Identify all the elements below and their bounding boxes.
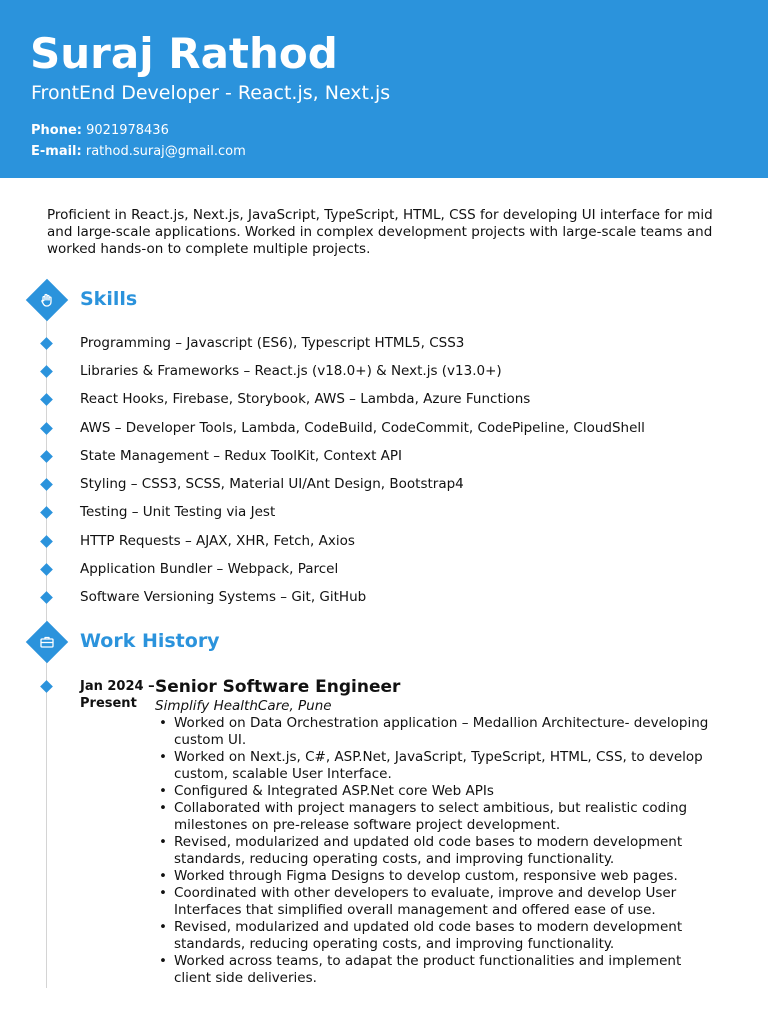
skill-item: Software Versioning Systems – Git, GitHub [80, 589, 367, 605]
responsibility-item: • Revised, modularized and updated old code bases to modern development standards, reducing operating costs, and improving functionality. [174, 919, 714, 953]
skill-bullet [40, 393, 53, 406]
work-history-heading: Work History [80, 630, 220, 652]
skill-bullet [40, 365, 53, 378]
skills-heading: Skills [80, 288, 138, 310]
skill-bullet [40, 337, 53, 350]
responsibility-item: • Coordinated with other developers to evaluate, improve and develop User Interfaces that simplified overall management and offered ease of use. [174, 885, 714, 919]
skill-item: React Hooks, Firebase, Storybook, AWS – Lambda, Azure Functions [80, 391, 531, 407]
skill-item: Libraries & Frameworks – React.js (v18.0+) & Next.js (v13.0+) [80, 363, 502, 379]
briefcase-icon [32, 627, 62, 657]
responsibility-item: • Worked on Data Orchestration application – Medallion Architecture- developing custom UI. [174, 715, 714, 749]
skill-bullet [40, 535, 53, 548]
skill-bullet [40, 563, 53, 576]
job-bullet [40, 680, 53, 693]
company-name: Simplify HealthCare, Pune [155, 698, 332, 714]
phone-value: 9021978436 [86, 123, 169, 138]
skill-bullet [40, 591, 53, 604]
work-section-marker [26, 621, 68, 663]
skill-item: HTTP Requests – AJAX, XHR, Fetch, Axios [80, 533, 355, 549]
responsibility-item: • Collaborated with project managers to select ambitious, but realistic coding milestones on pre-release software project development. [174, 800, 714, 834]
skills-section-marker [26, 279, 68, 321]
skill-item: Application Bundler – Webpack, Parcel [80, 561, 339, 577]
responsibility-item: • Worked through Figma Designs to develop custom, responsive web pages. [174, 868, 714, 885]
skill-item: State Management – Redux ToolKit, Context API [80, 448, 403, 464]
job-title: Senior Software Engineer [155, 677, 401, 697]
skill-item: Programming – Javascript (ES6), Typescript HTML5, CSS3 [80, 335, 465, 351]
skill-item: Styling – CSS3, SCSS, Material UI/Ant Design, Bootstrap4 [80, 476, 464, 492]
job-date: Jan 2024 – Present [80, 679, 155, 711]
skill-item: Testing – Unit Testing via Jest [80, 504, 276, 520]
responsibility-item: • Configured & Integrated ASP.Net core Web APIs [174, 783, 714, 800]
responsibility-item: • Worked on Next.js, C#, ASP.Net, JavaScript, TypeScript, HTML, CSS, to develop custom, scalable User Interface. [174, 749, 714, 783]
email-line [31, 143, 246, 161]
responsibility-item: • Worked across teams, to adapat the product functionalities and implement client side deliveries. [174, 953, 714, 987]
resume-header [0, 0, 768, 178]
email-label: E-mail: [31, 144, 82, 159]
responsibility-item: • Revised, modularized and updated old code bases to modern development standards, reducing operating costs, and improving functionality. [174, 834, 714, 868]
skill-bullet [40, 450, 53, 463]
hand-icon [32, 285, 62, 315]
skill-item: AWS – Developer Tools, Lambda, CodeBuild, CodeCommit, CodePipeline, CloudShell [80, 420, 645, 436]
professional-summary: Proficient in React.js, Next.js, JavaScript, TypeScript, HTML, CSS for developing UI interface for mid and large-scale applications. Worked in complex development projects with large-scale teams and worked hands-on to complete multiple projects. [47, 207, 713, 257]
phone-label: Phone: [31, 123, 82, 138]
candidate-name: Suraj Rathod [30, 29, 338, 78]
skill-bullet [40, 478, 53, 491]
skill-bullet [40, 506, 53, 519]
phone-line [31, 122, 169, 140]
email-value[interactable]: rathod.suraj@gmail.com [85, 144, 246, 159]
candidate-role: FrontEnd Developer - React.js, Next.js [31, 82, 391, 104]
job-responsibilities [174, 715, 714, 987]
skill-bullet [40, 422, 53, 435]
